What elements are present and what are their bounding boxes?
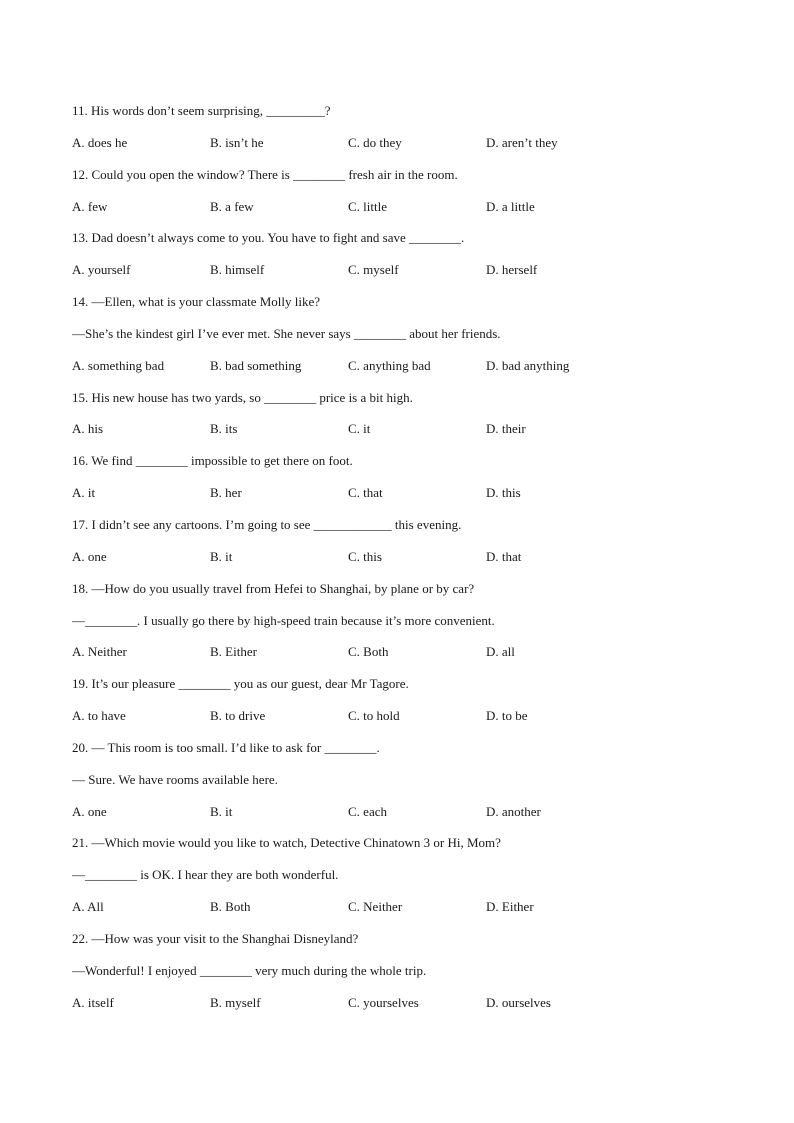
answer-option: A. itself (72, 994, 114, 1010)
answer-option: D. all (486, 644, 515, 660)
answer-option: B. Either (210, 644, 257, 660)
answer-option: C. yourselves (348, 994, 419, 1010)
answer-option: B. it (210, 548, 233, 564)
answer-option: D. herself (486, 262, 538, 278)
question-text: 21. —Which movie would you like to watch, Detective Chinatown 3 or Hi, Mom? (72, 835, 501, 851)
answer-option: B. it (210, 803, 233, 819)
question-item (72, 674, 732, 738)
answer-options (72, 260, 732, 292)
answer-option: C. to hold (348, 708, 400, 724)
question-item (72, 165, 732, 229)
answer-options (72, 356, 732, 388)
question-text: 15. His new house has two yards, so ________ price is a bit high. (72, 389, 413, 405)
answer-option: A. to have (72, 708, 126, 724)
question-text: 14. —Ellen, what is your classmate Molly like? (72, 294, 321, 310)
answer-option: D. bad anything (486, 357, 570, 373)
answer-options (72, 642, 732, 674)
answer-option: A. one (72, 548, 107, 564)
question-item (72, 451, 732, 515)
dialogue-line: —She’s the kindest girl I’ve ever met. She never says ________ about her friends. (72, 325, 501, 341)
answer-option: C. that (348, 485, 383, 501)
answer-option: A. one (72, 803, 107, 819)
answer-option: D. Either (486, 899, 534, 915)
dialogue-line: — Sure. We have rooms available here. (72, 771, 278, 787)
question-text: 19. It’s our pleasure ________ you as our guest, dear Mr Tagore. (72, 676, 409, 692)
answer-option: B. myself (210, 994, 261, 1010)
answer-options (72, 197, 732, 229)
answer-option: B. bad something (210, 357, 302, 373)
question-text: 18. —How do you usually travel from Hefei to Shanghai, by plane or by car? (72, 580, 475, 596)
answer-option: C. Both (348, 644, 389, 660)
answer-options (72, 897, 732, 929)
question-list (72, 101, 732, 1024)
answer-option: A. something bad (72, 357, 165, 373)
question-item (72, 388, 732, 452)
answer-options (72, 706, 732, 738)
dialogue-line: —________ is OK. I hear they are both wonderful. (72, 867, 339, 883)
answer-option: A. his (72, 421, 104, 437)
answer-option: C. this (348, 548, 382, 564)
answer-option: B. her (210, 485, 242, 501)
answer-options (72, 547, 732, 579)
answer-option: C. do they (348, 134, 402, 150)
answer-option: D. their (486, 421, 526, 437)
answer-option: A. All (72, 899, 104, 915)
answer-option: D. another (486, 803, 541, 819)
question-item (72, 228, 732, 292)
answer-option: C. myself (348, 262, 399, 278)
answer-options (72, 419, 732, 451)
answer-option: A. does he (72, 134, 128, 150)
answer-option: B. Both (210, 899, 251, 915)
question-text: 22. —How was your visit to the Shanghai Disneyland? (72, 930, 359, 946)
question-item (72, 929, 732, 1025)
question-text: 17. I didn’t see any cartoons. I’m going to see ____________ this evening. (72, 516, 462, 532)
dialogue-line: —Wonderful! I enjoyed ________ very much during the whole trip. (72, 962, 427, 978)
answer-option: B. a few (210, 198, 254, 214)
answer-option: D. to be (486, 708, 528, 724)
answer-option: C. Neither (348, 899, 403, 915)
question-text: 16. We find ________ impossible to get there on foot. (72, 453, 353, 469)
answer-option: B. to drive (210, 708, 266, 724)
question-text: 12. Could you open the window? There is ________ fresh air in the room. (72, 166, 458, 182)
answer-option: C. little (348, 198, 387, 214)
answer-option: D. this (486, 485, 521, 501)
answer-option: C. it (348, 421, 371, 437)
question-item (72, 833, 732, 929)
answer-option: A. it (72, 485, 96, 501)
answer-option: C. anything bad (348, 357, 431, 373)
answer-options (72, 133, 732, 165)
question-text: 11. His words don’t seem surprising, _________? (72, 103, 331, 118)
answer-option: A. few (72, 198, 108, 214)
question-item (72, 101, 732, 165)
answer-option: C. each (348, 803, 387, 819)
answer-option: D. a little (486, 198, 535, 214)
answer-option: A. Neither (72, 644, 127, 660)
question-text: 20. — This room is too small. I’d like to ask for ________. (72, 739, 380, 755)
question-item (72, 292, 732, 388)
dialogue-line: —________. I usually go there by high-speed train because it’s more convenient. (72, 612, 495, 628)
answer-option: D. aren’t they (486, 134, 558, 150)
answer-option: B. its (210, 421, 238, 437)
answer-option: D. ourselves (486, 994, 551, 1010)
question-item (72, 515, 732, 579)
question-text: 13. Dad doesn’t always come to you. You have to fight and save ________. (72, 230, 465, 246)
answer-options (72, 802, 732, 834)
answer-option: B. himself (210, 262, 265, 278)
answer-options (72, 483, 732, 515)
question-item (72, 738, 732, 834)
answer-options (72, 993, 732, 1025)
answer-option: B. isn’t he (210, 134, 264, 150)
question-item (72, 579, 732, 675)
answer-option: A. yourself (72, 262, 131, 278)
answer-option: D. that (486, 548, 522, 564)
